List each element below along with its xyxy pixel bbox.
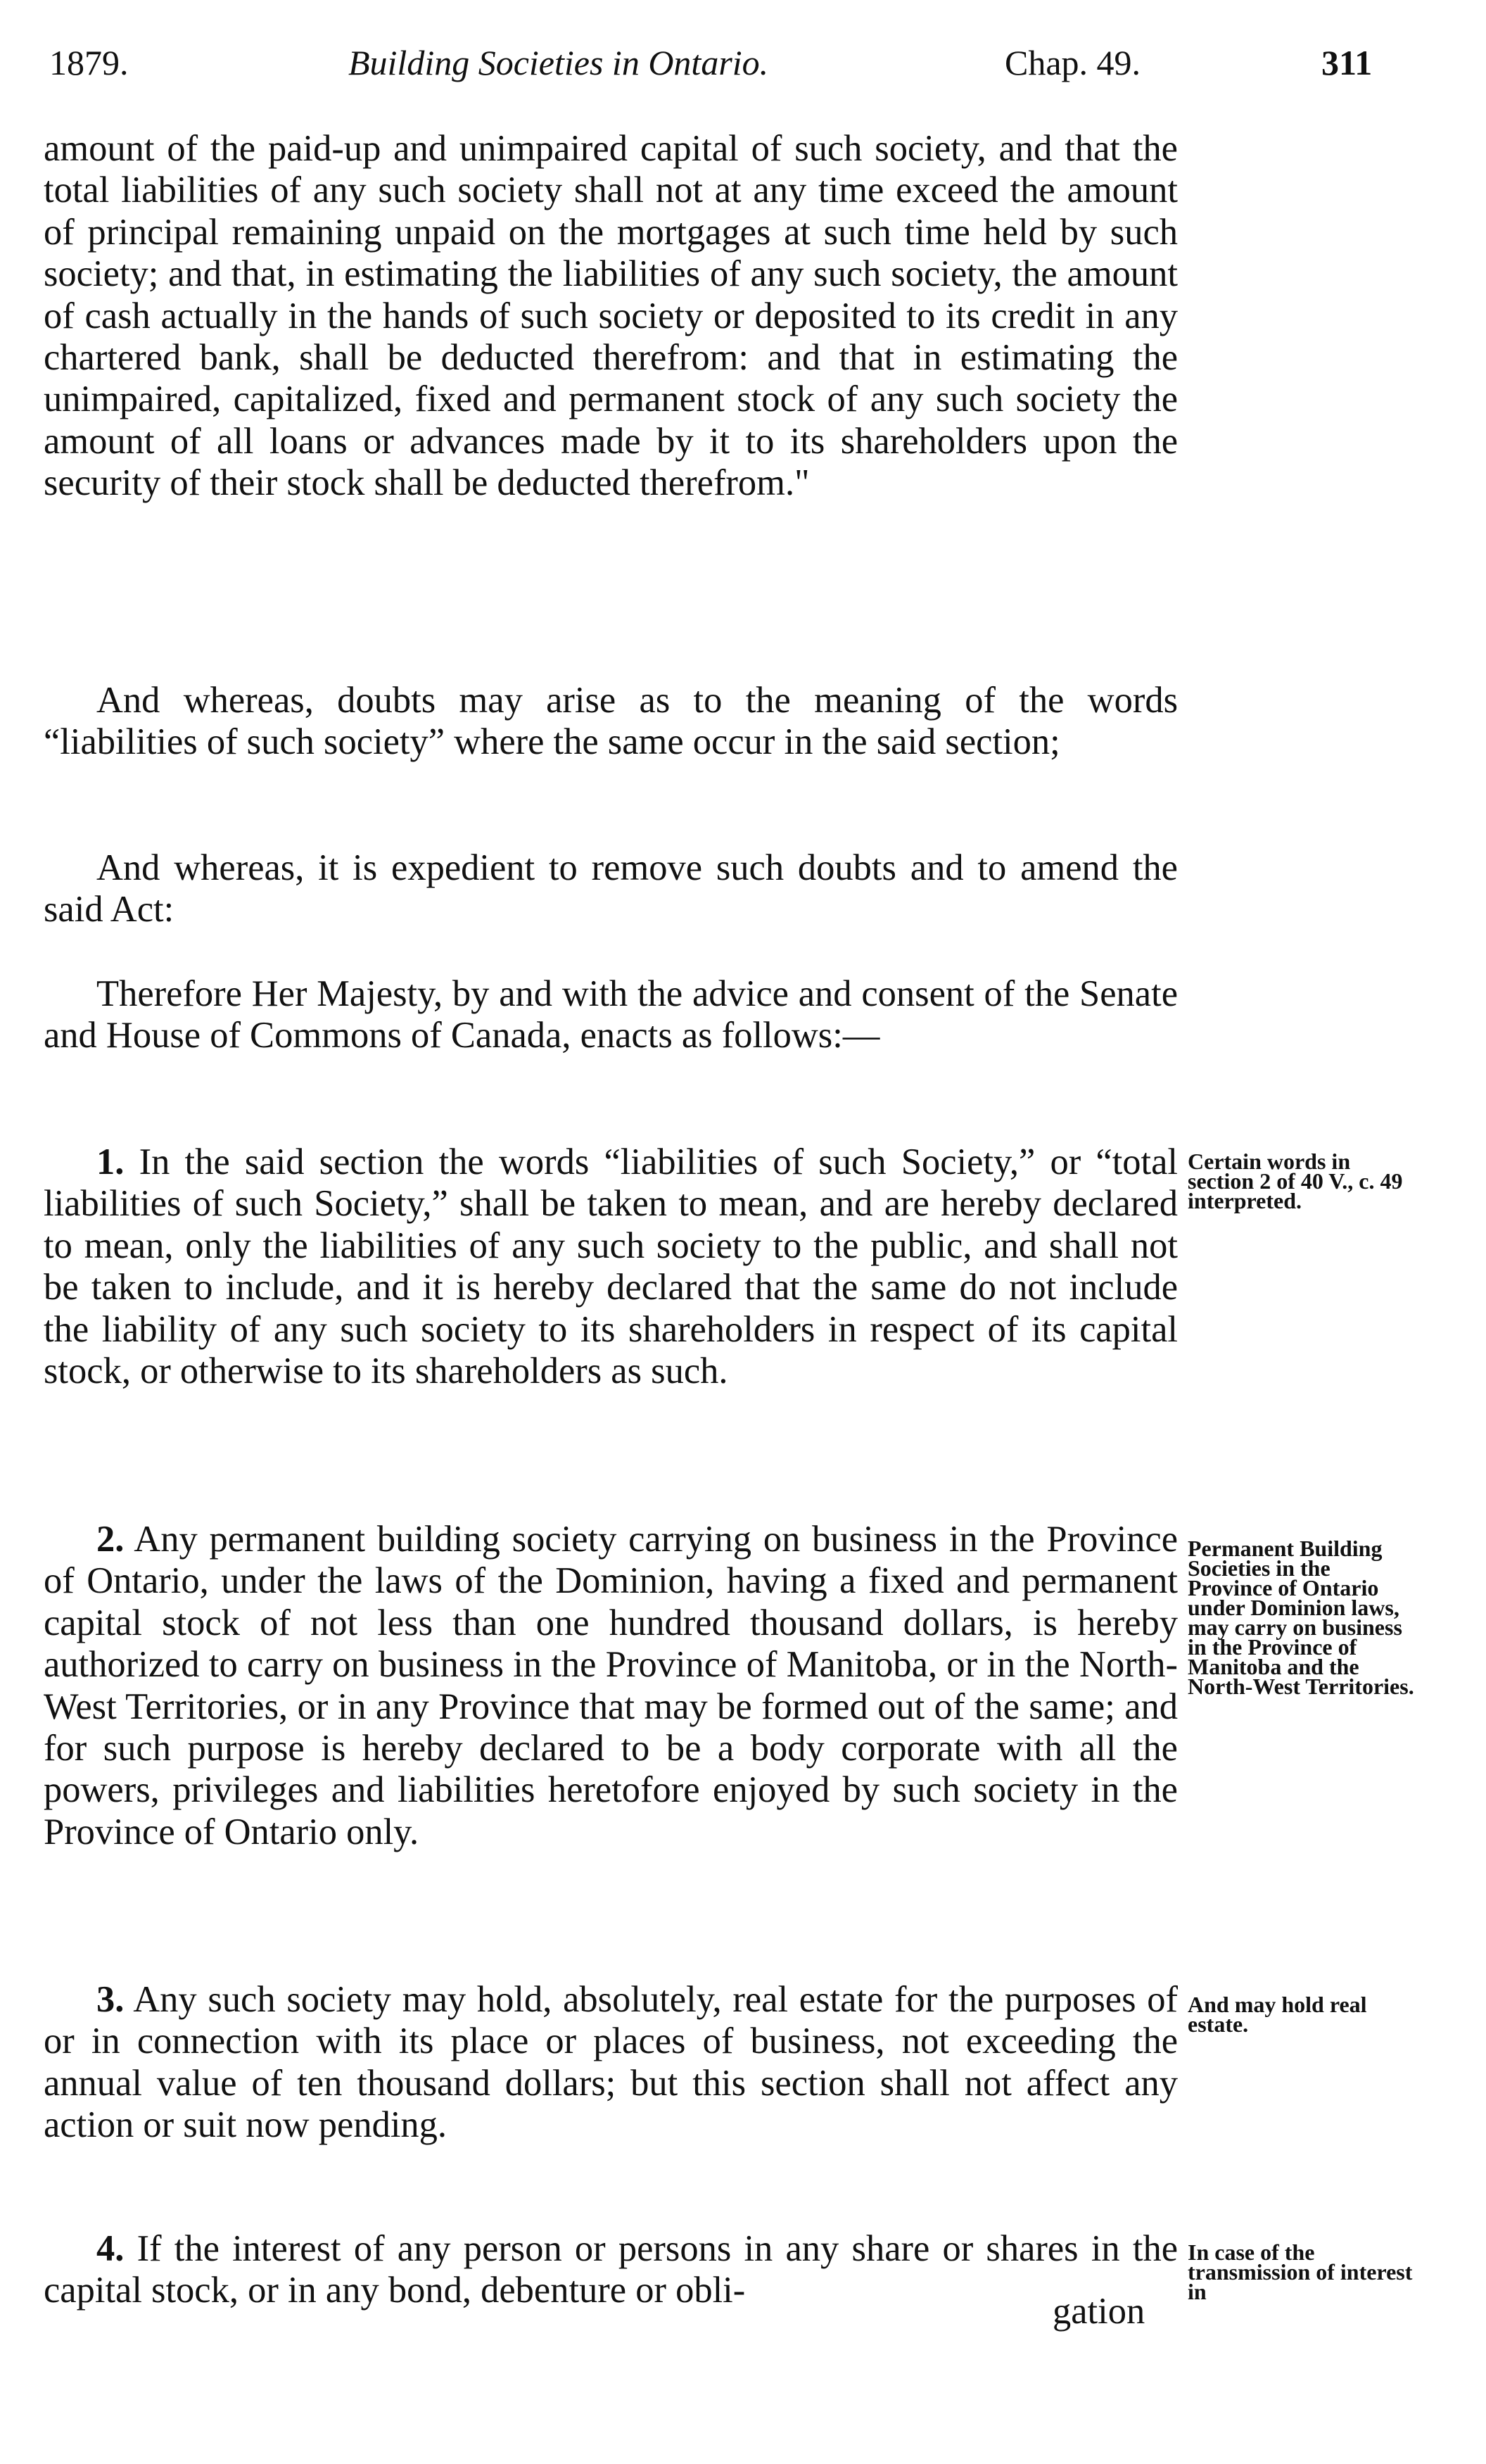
margin-note-3: And may hold real estate.	[1188, 1992, 1367, 2037]
whereas-paragraph-2: And whereas, it is expedient to remove such doubts and to amend the said Act:	[44, 847, 1178, 930]
section-number: 2.	[96, 1519, 125, 1560]
section-2	[44, 1519, 1178, 1853]
section-text: If the interest of any person or persons in any share or shares in the capital stock, or in any bond, debenture or obli-	[44, 2228, 1178, 2311]
section-text: Any such society may hold, absolutely, real estate for the purposes of or in connection with its place or places of business, not exceeding the annual value of ten thousand dollars; but this section shall not affect any action or suit now pending.	[44, 1979, 1178, 2146]
whereas-paragraph-1: And whereas, doubts may arise as to the meaning of the words “liabilities of such society” where the same occur in the said section;	[44, 680, 1178, 763]
header-year: 1879.	[49, 43, 129, 82]
section-text: In the said section the words “liabilities of such Society,” or “total liabilities of such Society,” shall be taken to mean, and are hereby declared to mean, only the liabilities of any such society to the public, and shall not be taken to include, and it is hereby declared that the same do not include the liability of any such society to its shareholders in respect of its capital stock, or otherwise to its shareholders as such.	[44, 1142, 1179, 1392]
margin-note-1: Certain words in section 2 of 40 V., c. 49 interpreted.	[1188, 1149, 1403, 1213]
section-4	[44, 2228, 1178, 2312]
catchword: gation	[1053, 2291, 1145, 2332]
continuation-paragraph: amount of the paid-up and unimpaired capital of such society, and that the total liabilities of any such society shall not at any time exceed the amount of principal remaining unpaid on the mortgages at such time held by such society; and that, in estimating the liabilities of any such society, the amount of cash actually in the hands of such society or deposited to its credit in any chartered bank, shall be deducted therefrom: and that in estimating the unimpaired, capitalized, fixed and permanent stock of any such society the amount of all loans or advances made by it to its shareholders upon the security of their stock shall be deducted therefrom."	[44, 128, 1178, 504]
header-title: Building Societies in Ontario.	[348, 43, 769, 82]
section-3	[44, 1979, 1178, 2147]
section-number: 4.	[96, 2228, 125, 2269]
header-page-number: 311	[1321, 43, 1373, 82]
section-number: 3.	[96, 1979, 125, 2020]
margin-note-2: Permanent Building Societies in the Province of Ontario under Dominion laws, may carry on business in the Province of Manitoba and the North-West Territories.	[1188, 1536, 1414, 1699]
running-header	[0, 42, 1486, 99]
margin-note-4: In case of the transmission of interest in	[1188, 2239, 1413, 2304]
section-text: Any permanent building society carrying on business in the Province of Ontario, under the laws of the Dominion, having a fixed and permanent capital stock of not less than one hundred thousand dollars, is hereby authorized to carry on business in the Province of Manitoba, or in the North-West Territories, or in any Province that may be formed out of the same; and for such purpose is hereby declared to be a body corporate with all the powers, privileges and liabilities heretofore enjoyed by such society in the Province of Ontario only.	[44, 1519, 1179, 1852]
enacting-clause: Therefore Her Majesty, by and with the advice and consent of the Senate and House of Commons of Canada, enacts as follows:—	[44, 973, 1178, 1056]
header-chapter: Chap. 49.	[1005, 43, 1141, 82]
section-number: 1.	[96, 1142, 125, 1182]
section-1	[44, 1142, 1178, 1392]
